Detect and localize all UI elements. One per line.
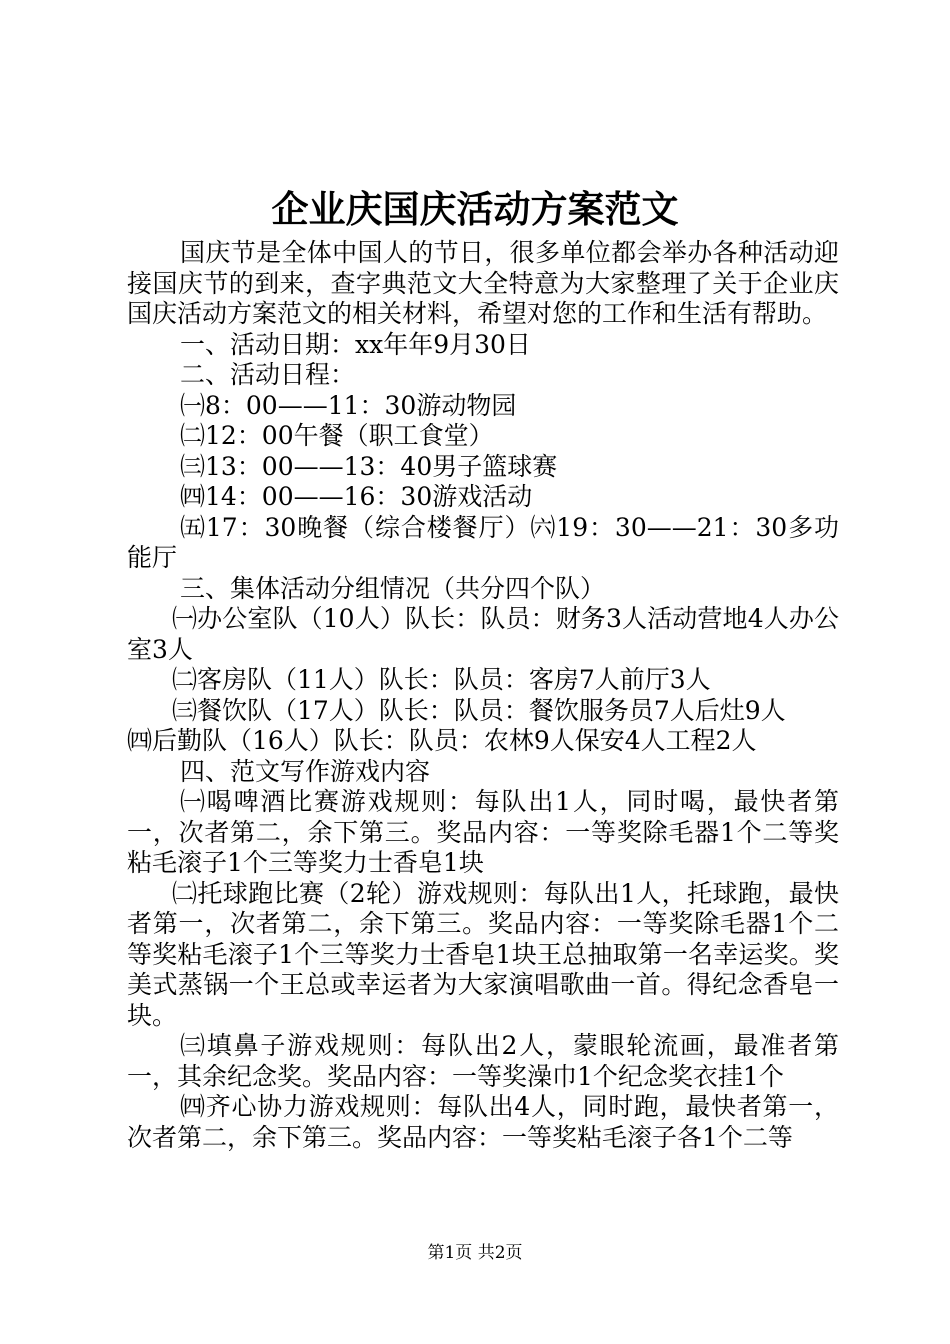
document-title: 企业庆国庆活动方案范文 (271, 187, 679, 231)
group-item: ㈠办公室队（10人）队长：队员：财务3人活动营地4人办公室3人 (127, 604, 839, 664)
intro-paragraph: 国庆节是全体中国人的节日，很多单位都会举办各种活动迎接国庆节的到来，查字典范文大全特意为大家整理了关于企业庆国庆活动方案范文的相关材料，希望对您的工作和生活有帮助。 (127, 238, 839, 328)
schedule-item: ㈡12：00午餐（职工食堂） (180, 421, 494, 450)
group-item: ㈡客房队（11人）队长：队员：客房7人前厅3人 (172, 665, 711, 694)
schedule-heading: 二、活动日程： (180, 360, 356, 389)
document-body (127, 238, 839, 1153)
schedule-item: ㈢13：00——13：40男子篮球赛 (180, 451, 558, 481)
schedule-item: ㈣14：00——16：30游戏活动 (180, 482, 533, 511)
schedule-item: ㈠8：00——11：30游动物园 (180, 390, 517, 420)
activity-date: 一、活动日期：xx年年9月30日 (180, 329, 531, 359)
group-item: ㈢餐饮队（17人）队长：队员：餐饮服务员7人后灶9人 (172, 695, 786, 725)
schedule-item: ㈤17：30晚餐（综合楼餐厅）㈥19：30——21：30多功能厅 (127, 512, 839, 572)
game-item: ㈡托球跑比赛（2轮）游戏规则：每队出1人，托球跑，最快者第一，次者第二，余下第三。奖品内容：一等奖除毛器1个二等奖粘毛滚子1个三等奖力士香皂1块王总抽取第一名幸运奖。奖美式蒸锅一个王总或幸运者为大家演唱歌曲一首。得纪念香皂一块。 (127, 878, 839, 1030)
group-item: ㈣后勤队（16人）队长：队员：农林9人保安4人工程2人 (127, 726, 757, 755)
game-item: ㈠喝啤酒比赛游戏规则：每队出1人，同时喝，最快者第一，次者第二，余下第三。奖品内容：一等奖除毛器1个二等奖粘毛滚子1个三等奖力士香皂1块 (127, 787, 839, 877)
groups-heading: 三、集体活动分组情况（共分四个队） (180, 573, 606, 603)
game-item: ㈢填鼻子游戏规则：每队出2人，蒙眼轮流画，最准者第一，其余纪念奖。奖品内容：一等奖澡巾1个纪念奖衣挂1个 (127, 1031, 839, 1091)
game-item: ㈣齐心协力游戏规则：每队出4人，同时跑，最快者第一，次者第二，余下第三。奖品内容：一等奖粘毛滚子各1个二等 (127, 1092, 839, 1152)
games-heading: 四、范文写作游戏内容 (180, 756, 431, 786)
page-footer: 第1页 共2页 (427, 1243, 523, 1263)
